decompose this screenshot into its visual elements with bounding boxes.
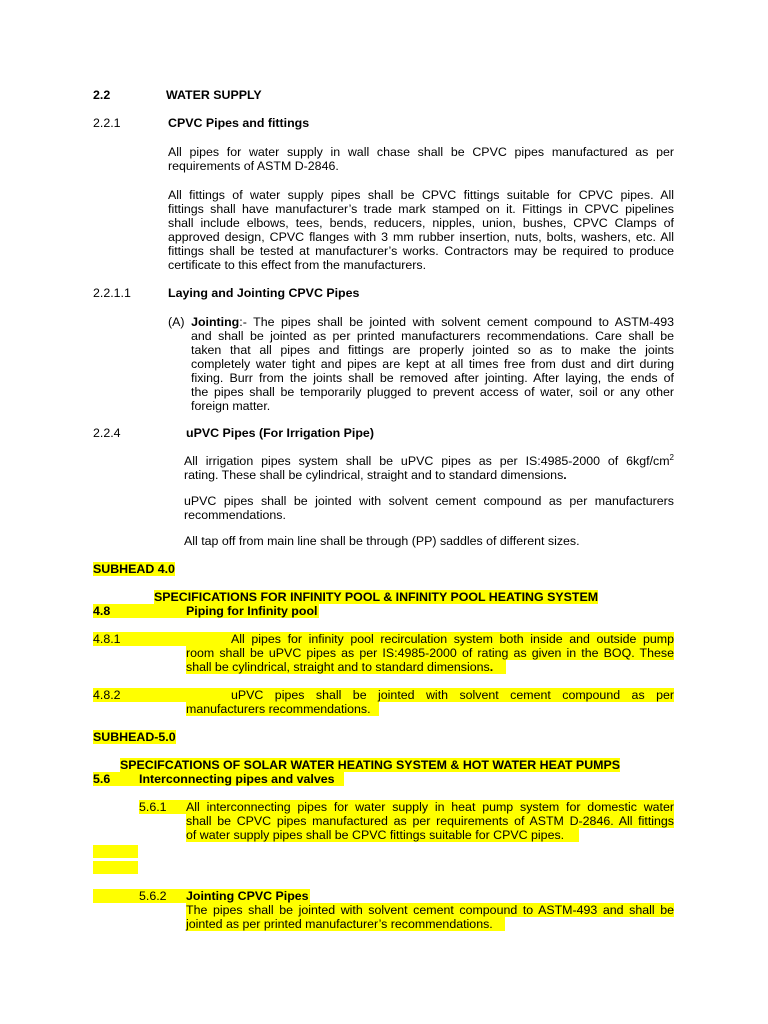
paragraph-cpvc-pipes (168, 145, 674, 173)
paragraph-jointing-continued (191, 329, 674, 413)
text-line: recommendations. (184, 508, 286, 522)
superscript: 2 (669, 452, 674, 462)
irrigation-line-2: rating. These shall be cylindrical, straight and to standard dimensions (184, 468, 564, 482)
text-line: The pipes shall be jointed with solvent cement compound to ASTM-493 and shall be (186, 903, 674, 917)
text-line: shall include elbows, tees, bends, reducers, nipples, union, bushes, CPVC Clamps of (168, 216, 674, 230)
paragraph-jointing (168, 315, 674, 329)
irrigation-line-1: All irrigation pipes system shall be uPVC pipes as per IS:4985-2000 of 6kgf/cm (184, 454, 670, 468)
paragraph-upvc-jointing (184, 494, 674, 522)
text-line: shall be CPVC pipes manufactured as per requirements of ASTM D-2846. All fittings (186, 814, 674, 828)
text-line: foreign matter. (191, 399, 271, 413)
text-line: fittings shall have manufacturer’s trade mark stamped on it. Fittings in CPVC pipelines (168, 202, 674, 216)
section-4-8-1-number: 4.8.1 (93, 632, 121, 646)
section-2-2-4-number: 2.2.4 (93, 426, 121, 440)
irrigation-dot: . (563, 468, 567, 482)
subhead-5: SUBHEAD-5.0 (93, 730, 176, 744)
text-line: room shall be uPVC pipes as per IS:4985-2000 of rating as given in the BOQ. These (186, 646, 674, 660)
section-5-6-2-number: 5.6.2 (139, 889, 167, 903)
text-line (184, 468, 674, 482)
section-2-2-4-title: uPVC Pipes (For Irrigation Pipe) (186, 426, 374, 440)
text-line: completely water tight and pipes are kept at all times free from dust and dirt during (191, 357, 674, 371)
paragraph-cpvc-fittings (168, 188, 674, 272)
subhead-4: SUBHEAD 4.0 (93, 562, 175, 576)
empty-highlight-block (93, 861, 138, 874)
text-line: All fittings of water supply pipes shall be CPVC fittings suitable for CPVC pipes. All (168, 188, 674, 202)
paragraph-4-8-2 (186, 702, 674, 716)
section-5-6-number: 5.6 (93, 772, 111, 786)
dot-4-8-1: . (489, 660, 494, 674)
text-line: jointed as per printed manufacturer’s recommendations. (186, 917, 493, 931)
section-4-8-2-number: 4.8.2 (93, 688, 121, 702)
section-2-2-1-1-title: Laying and Jointing CPVC Pipes (168, 286, 360, 300)
text-line: approved design, CPVC flanges with 3 mm rubber insertion, nuts, bolts, washers, etc. All (168, 230, 674, 244)
section-2-2-number: 2.2 (93, 88, 111, 102)
text-line: manufacturers recommendations. (186, 702, 371, 716)
text-line: and shall be jointed as per printed manufacturers recommendations. Care shall be (191, 329, 674, 343)
text-line: All pipes for water supply in wall chase shall be CPVC pipes manufactured as per (168, 145, 674, 159)
text-line: the pipes shall be temporarily plugged to prevent access of water, soil or any other (191, 385, 674, 399)
text-line: All interconnecting pipes for water supply in heat pump system for domestic water (186, 800, 674, 814)
line-4-8-1-last: shall be cylindrical, straight and to standard dimensions (186, 660, 490, 674)
text-line: uPVC pipes shall be jointed with solvent cement compound as per (231, 688, 674, 702)
specifications-infinity-heading: SPECIFICATIONS FOR INFINITY POOL & INFINITY POOL HEATING SYSTEM (154, 590, 599, 604)
empty-highlight-block (93, 845, 138, 858)
paragraph-5-6-1 (186, 800, 674, 842)
section-2-2-1-title: CPVC Pipes and fittings (168, 116, 310, 130)
jointing-first-line: :- The pipes shall be jointed with solvent cement compound to ASTM-493 (239, 315, 674, 329)
text-line: fittings shall be tested at manufacturer’s works. Contractors may be required to produce (168, 244, 674, 258)
paragraph-4-8-1-first (231, 632, 674, 646)
text-line: of water supply pipes shall be CPVC fittings suitable for CPVC pipes. (186, 828, 565, 842)
paragraph-5-6-2 (186, 903, 674, 931)
text-line: uPVC pipes shall be jointed with solvent cement compound as per manufacturers (184, 494, 674, 508)
specifications-solar-heading: SPECIFCATIONS OF SOLAR WATER HEATING SYSTEM & HOT WATER HEAT PUMPS (120, 758, 620, 772)
section-2-2-1-1-number: 2.2.1.1 (93, 286, 131, 300)
section-5-6-1-number: 5.6.1 (139, 800, 167, 814)
paragraph-4-8-2-first (231, 688, 674, 702)
text-line (184, 454, 674, 468)
section-5-6-2-title: Jointing CPVC Pipes (186, 889, 309, 903)
paragraph-upvc-irrigation (184, 454, 674, 482)
text-line: certificate to this effect from the manufacturers. (168, 258, 427, 272)
text-line: All pipes for infinity pool recirculation system both inside and outside pump (231, 632, 674, 646)
paragraph-4-8-1 (186, 646, 674, 674)
jointing-prefix: (A) (168, 315, 192, 329)
jointing-label: Jointing (191, 315, 240, 329)
text-line: taken that all pipes and fittings are properly jointed so as to make the joints (191, 343, 674, 357)
section-5-6-title: Interconnecting pipes and valves (139, 772, 335, 786)
paragraph-tap-off: All tap off from main line shall be through (PP) saddles of different sizes. (184, 534, 580, 548)
section-2-2-1-number: 2.2.1 (93, 116, 121, 130)
section-2-2-title: WATER SUPPLY (166, 88, 262, 102)
text-line (168, 315, 674, 329)
section-4-8-title: Piping for Infinity pool (186, 604, 318, 618)
section-4-8-number: 4.8 (93, 604, 111, 618)
text-line (186, 660, 674, 674)
text-line: fixing. Burr from the joints shall be removed after jointing. After laying, the ends of (191, 371, 674, 385)
text-line: requirements of ASTM D-2846. (168, 159, 339, 173)
